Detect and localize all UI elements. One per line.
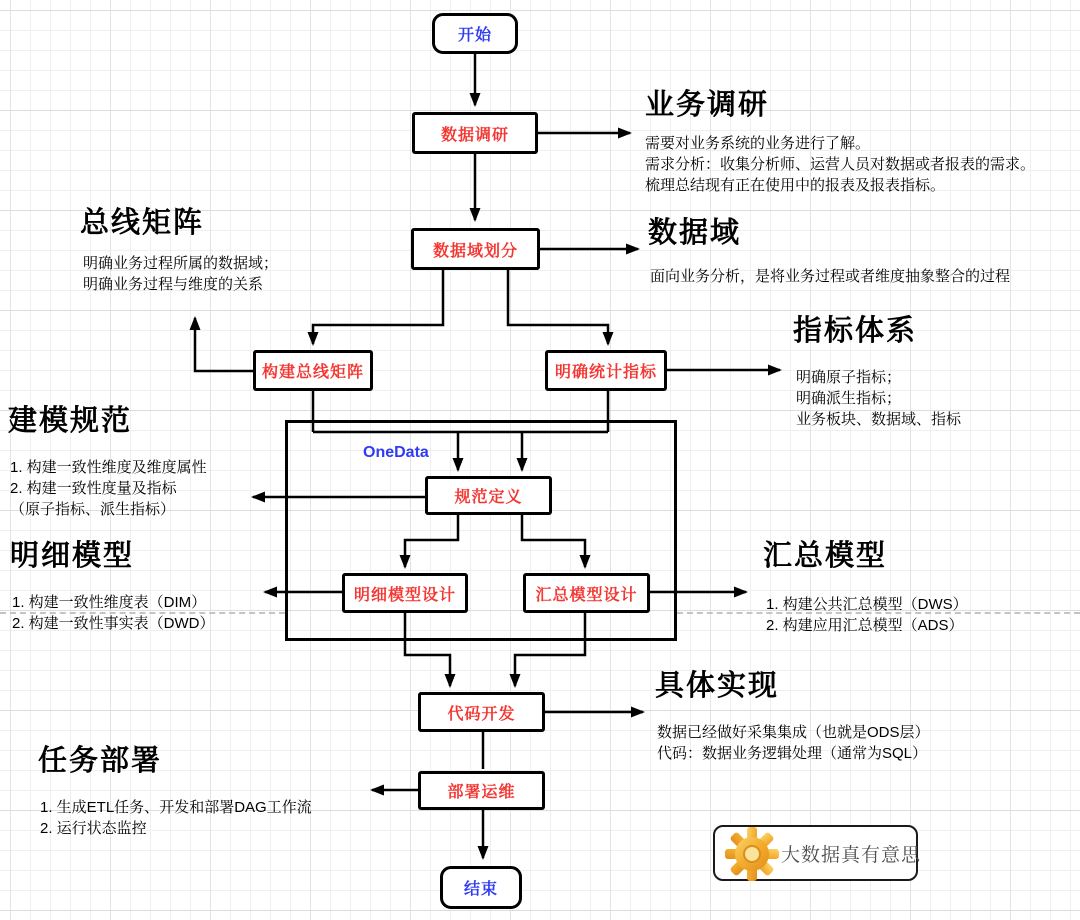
annotation-title: 业务调研 — [645, 89, 770, 121]
node-code-development: 代码开发 — [418, 692, 545, 732]
annotation-title: 指标体系 — [793, 315, 918, 347]
annotation-line: 2. 构建一致性度量及指标 — [10, 480, 177, 497]
annotation-title: 汇总模型 — [763, 540, 888, 572]
annotation-line: 1. 构建公共汇总模型（DWS） — [766, 596, 968, 613]
node-detail-model-design: 明细模型设计 — [342, 573, 468, 613]
annotation-line: 1. 构建一致性维度表（DIM） — [12, 594, 207, 611]
annotation-line: 1. 构建一致性维度及维度属性 — [10, 459, 207, 476]
node-build-bus-matrix: 构建总线矩阵 — [253, 350, 373, 391]
annotation-title: 具体实现 — [655, 670, 780, 702]
annotation-title: 任务部署 — [38, 745, 163, 777]
annotation-line: 需要对业务系统的业务进行了解。 — [645, 135, 871, 152]
gear-icon — [723, 824, 781, 884]
annotation-title: 建模规范 — [8, 405, 133, 437]
annotation-line: 数据已经做好采集集成（也就是ODS层） — [657, 724, 930, 741]
annotation-title: 总线矩阵 — [80, 207, 205, 239]
annotation-line: 2. 构建应用汇总模型（ADS） — [766, 617, 964, 634]
brand-badge — [713, 825, 922, 881]
node-data-research: 数据调研 — [412, 112, 538, 154]
node-start: 开始 — [432, 13, 518, 54]
annotation-line: 面向业务分析，是将业务过程或者维度抽象整合的过程 — [650, 268, 1011, 285]
node-spec-definition: 规范定义 — [425, 476, 552, 515]
annotation-title: 数据域 — [648, 217, 742, 249]
annotation-line: 明确原子指标； — [796, 369, 902, 386]
node-deploy-ops: 部署运维 — [418, 771, 545, 810]
annotation-line: 业务板块、数据域、指标 — [796, 411, 962, 428]
annotation-line: （原子指标、派生指标） — [10, 501, 176, 518]
annotation-line: 需求分析：收集分析师、运营人员对数据或者报表的需求。 — [645, 156, 1036, 173]
annotation-line: 明确业务过程与维度的关系 — [83, 276, 264, 293]
annotation-line: 明确派生指标； — [796, 390, 902, 407]
brand-label: 大数据真有意思 — [781, 844, 922, 866]
node-define-stat-indicators: 明确统计指标 — [545, 350, 667, 391]
onedata-label: OneData — [363, 444, 429, 461]
annotation-line: 代码：数据业务逻辑处理（通常为SQL） — [657, 745, 928, 762]
annotation-line: 1. 生成ETL任务、开发和部署DAG工作流 — [40, 799, 312, 816]
annotation-title: 明细模型 — [10, 540, 135, 572]
node-summary-model-design: 汇总模型设计 — [523, 573, 650, 613]
annotation-line: 2. 构建一致性事实表（DWD） — [12, 615, 215, 632]
annotation-line: 明确业务过程所属的数据域； — [83, 255, 279, 272]
node-data-domain-division: 数据域划分 — [411, 228, 540, 270]
annotation-line: 2. 运行状态监控 — [40, 820, 147, 837]
node-end: 结束 — [440, 866, 522, 909]
annotation-line: 梳理总结现有正在使用中的报表及报表指标。 — [645, 177, 946, 194]
